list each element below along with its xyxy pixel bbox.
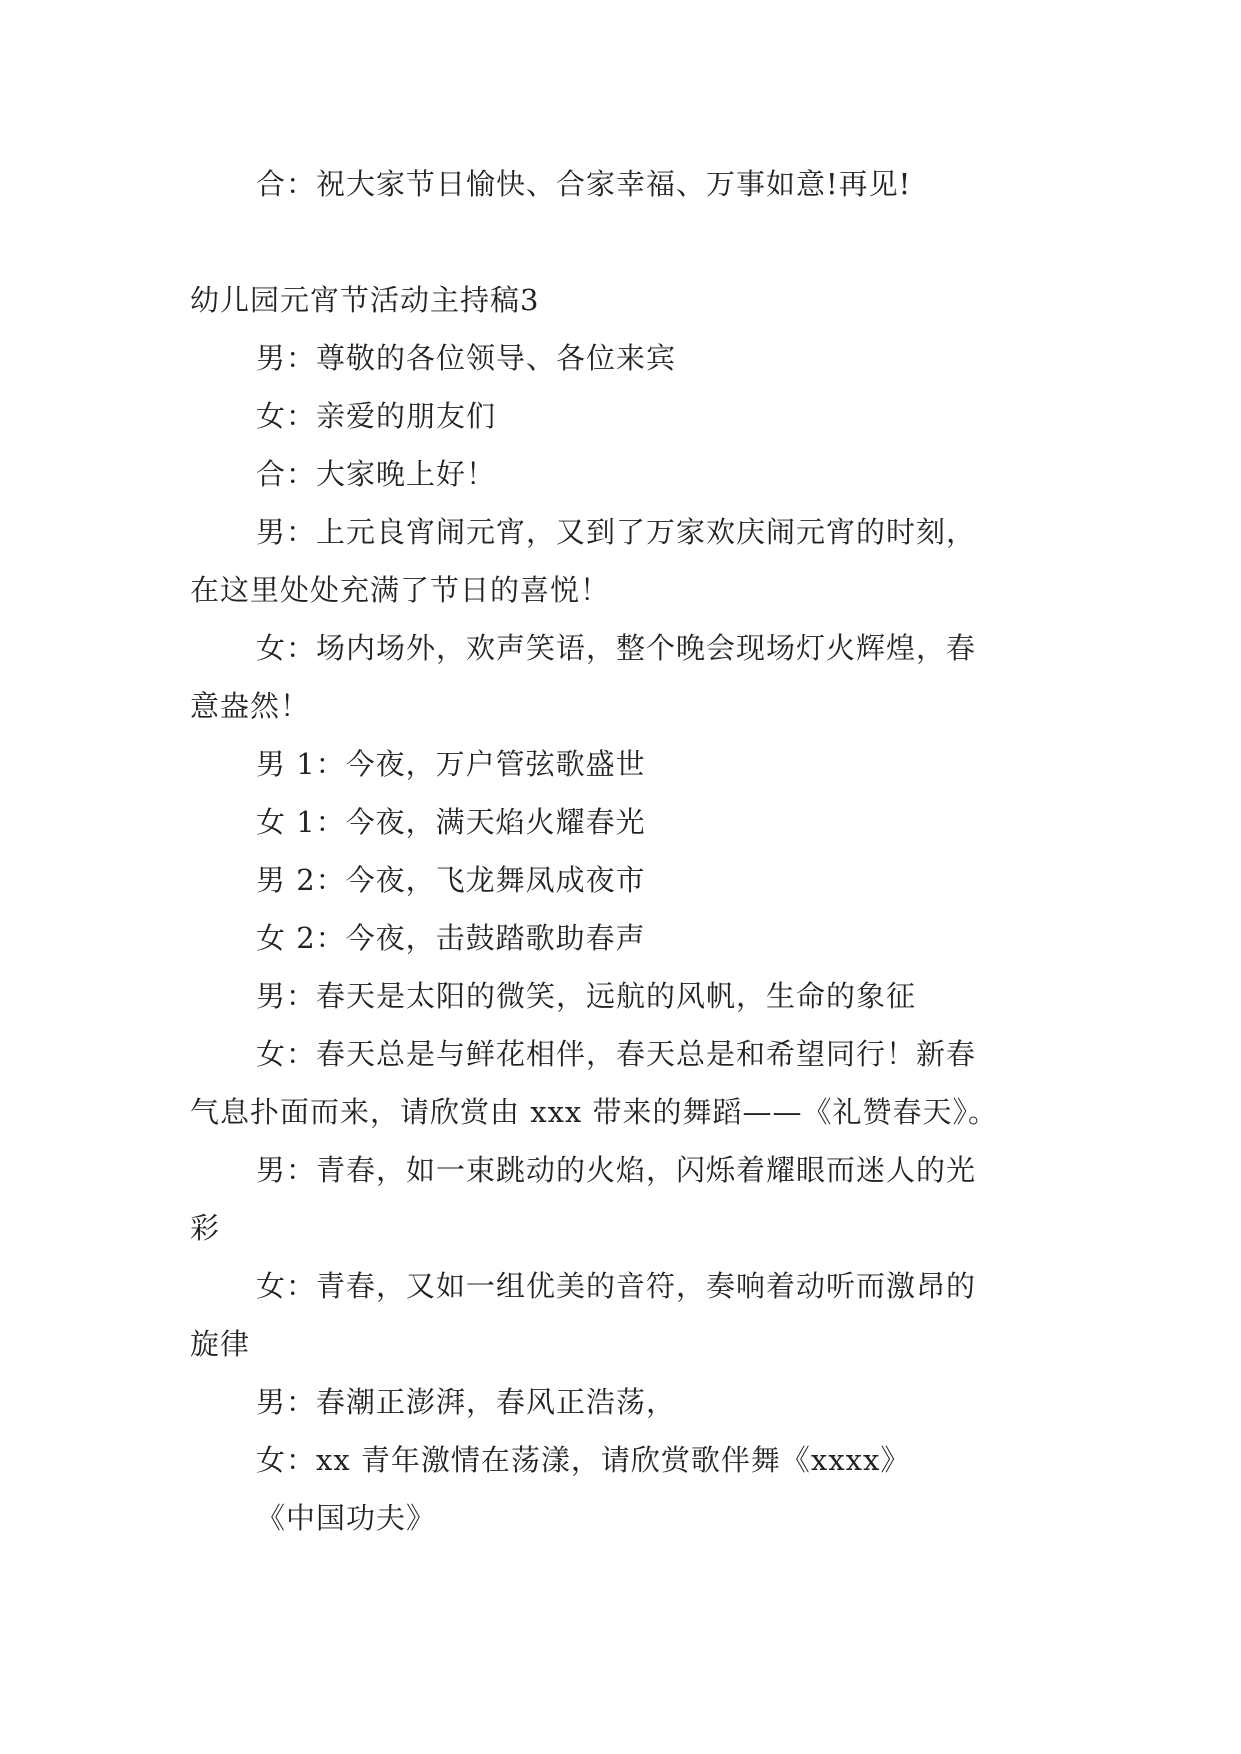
script-line-continuation: 彩 bbox=[190, 1211, 221, 1245]
script-line-continuation: 气息扑面而来，请欣赏由 xxx 带来的舞蹈——《礼赞春天》。 bbox=[190, 1095, 999, 1129]
script-line: 男 1：今夜，万户管弦歌盛世 bbox=[256, 747, 646, 781]
script-line: 女：青春，又如一组优美的音符，奏响着动听而激昂的 bbox=[256, 1269, 977, 1303]
script-line-continuation: 意盎然！ bbox=[190, 689, 311, 723]
script-line: 男：青春，如一束跳动的火焰，闪烁着耀眼而迷人的光 bbox=[256, 1153, 977, 1187]
script-line: 男：春天是太阳的微笑，远航的风帆，生命的象征 bbox=[256, 979, 917, 1013]
script-line: 男 2：今夜，飞龙舞凤成夜市 bbox=[256, 863, 646, 897]
script-line: 合：大家晚上好！ bbox=[256, 457, 497, 491]
script-line: 女：亲爱的朋友们 bbox=[256, 399, 497, 433]
program-title: 《中国功夫》 bbox=[256, 1501, 437, 1535]
script-line: 女：xx 青年激情在荡漾，请欣赏歌伴舞《xxxx》 bbox=[256, 1443, 911, 1477]
script-line: 男：尊敬的各位领导、各位来宾 bbox=[256, 341, 677, 375]
script-line: 女 2：今夜，击鼓踏歌助春声 bbox=[256, 921, 646, 955]
script-line: 女 1：今夜，满天焰火耀春光 bbox=[256, 805, 646, 839]
script-line: 女：场内场外，欢声笑语，整个晚会现场灯火辉煌，春 bbox=[256, 631, 977, 665]
closing-line: 合：祝大家节日愉快、合家幸福、万事如意!再见! bbox=[256, 167, 912, 201]
section-title: 幼儿园元宵节活动主持稿3 bbox=[190, 283, 540, 317]
script-line: 男：上元良宵闹元宵，又到了万家欢庆闹元宵的时刻， bbox=[256, 515, 977, 549]
script-line-continuation: 旋律 bbox=[190, 1327, 251, 1361]
script-line-continuation: 在这里处处充满了节日的喜悦！ bbox=[190, 573, 611, 607]
script-line: 男：春潮正澎湃，春风正浩荡， bbox=[256, 1385, 677, 1419]
script-line: 女：春天总是与鲜花相伴，春天总是和希望同行！新春 bbox=[256, 1037, 977, 1071]
